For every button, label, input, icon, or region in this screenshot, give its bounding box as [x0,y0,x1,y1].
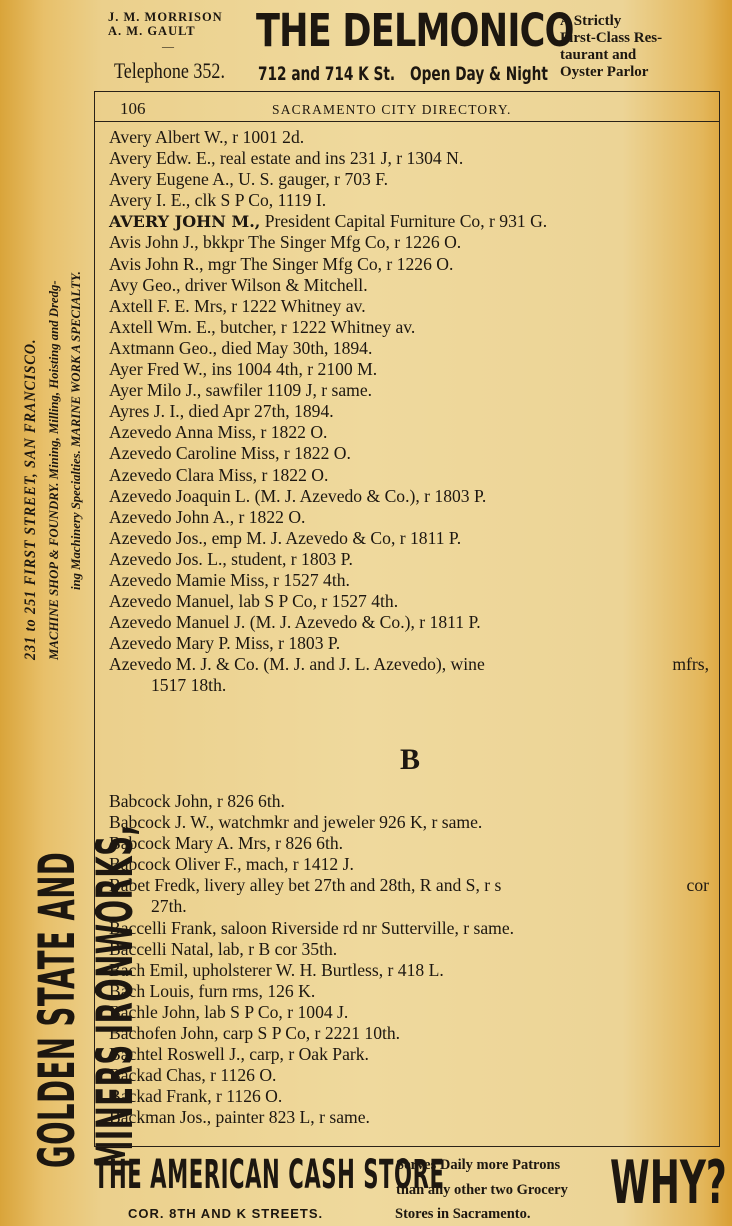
list-item: Ayres J. I., died Apr 27th, 1894. [109,401,334,422]
list-item: Bachtel Roswell J., carp, r Oak Park. [109,1044,369,1065]
running-head: SACRAMENTO CITY DIRECTORY. [272,102,512,117]
list-item: Axtmann Geo., died May 30th, 1894. [109,337,373,358]
list-item: Azevedo Mary P. Miss, r 1803 P. [109,633,341,654]
cash-store-slogan: than any other two Grocery [396,1182,568,1198]
list-item-continuation: 27th. [151,896,187,917]
list-item: Axtell F. E. Mrs, r 1222 Whitney av. [109,295,366,316]
list-item: Axtell Wm. E., butcher, r 1222 Whitney av. [109,316,416,337]
list-item: Backman Jos., painter 823 L, r same. [109,1107,370,1128]
list-item: Azevedo Anna Miss, r 1822 O. [109,422,328,443]
list-item: Azevedo Clara Miss, r 1822 O. [109,464,329,485]
list-item: Azevedo Caroline Miss, r 1822 O. [109,443,351,464]
list-item: Azevedo Jos. L., student, r 1803 P. [109,548,353,569]
list-item: Azevedo Joaquin L. (M. J. Azevedo & Co.), r 1803 P. [109,485,487,506]
list-item [109,654,709,675]
list-item: Avis John J., bkkpr The Singer Mfg Co, r 1226 O. [109,232,462,253]
list-item: Azevedo Jos., emp M. J. Azevedo & Co, r 1811 P. [109,527,462,548]
list-item: Backad Chas, r 1126 O. [109,1065,277,1086]
page-number: 106 [120,99,146,118]
divider-dash: — [162,39,174,53]
entry-text: Azevedo M. J. & Co. (M. J. and J. L. Azevedo), wine [109,654,485,675]
restaurant-name: THE DELMONICO [256,4,574,57]
list-item: Azevedo John A., r 1822 O. [109,506,306,527]
delmonico-advertisement [0,0,732,92]
entry-text: Babet Fredk, livery alley bet 27th and 28th, R and S, r s [109,875,502,896]
list-item: Ayer Fred W., ins 1004 4th, r 2100 M. [109,359,378,380]
list-item: Ayer Milo J., sawfiler 1109 J, r same. [109,380,373,401]
list-item-continuation: 1517 18th. [151,675,227,696]
tagline-line: taurant and [560,47,637,63]
list-item: Azevedo Mamie Miss, r 1527 4th. [109,569,350,590]
tagline-line: Oyster Parlor [560,64,649,80]
list-item: Babcock J. W., watchmkr and jeweler 926 K, r same. [109,812,483,833]
ironworks-specialties-line: ing Machinery Specialties. MARINE WORK A SPECIALTY. [68,271,83,590]
section-letter: B [399,743,420,776]
list-item: Avery Eugene A., U. S. gauger, r 703 F. [109,169,389,190]
cash-store-slogan: Stores in Sacramento. [395,1206,531,1222]
list-item: Avis John R., mgr The Singer Mfg Co, r 1226 O. [109,253,454,274]
tagline-line: A Strictly [560,13,622,29]
cash-store-name: THE AMERICAN CASH STORE [94,1152,445,1198]
list-item: Avy Geo., driver Wilson & Mitchell. [109,274,368,295]
list-item: Azevedo Manuel J. (M. J. Azevedo & Co.), r 1811 P. [109,612,481,633]
list-item: Babcock Mary A. Mrs, r 826 6th. [109,833,344,854]
list-item: Bach Louis, furn rms, 126 K. [109,980,316,1001]
ironworks-address: 231 to 251 FIRST STREET, SAN FRANCISCO. [22,338,39,660]
list-item: Avery Edw. E., real estate and ins 231 J, r 1304 N. [109,148,464,169]
entry-rest: President Capital Furniture Co, r 931 G. [260,211,548,232]
cash-store-slogan: Serves Daily more Patrons [396,1157,561,1173]
proprietor-name: A. M. GAULT [108,24,196,38]
list-item: Baccelli Frank, saloon Riverside rd nr Sutterville, r same. [109,917,515,938]
list-item: Bach Emil, upholsterer W. H. Burtless, r 418 L. [109,959,444,980]
why-question: WHY? [610,1148,727,1218]
list-item: Baccelli Natal, lab, r B cor 35th. [109,938,338,959]
list-item [109,875,709,896]
list-item: Azevedo Manuel, lab S P Co, r 1527 4th. [109,591,399,612]
footer-rule [94,1146,720,1147]
directory-entries-a [109,127,709,697]
restaurant-address: 712 and 714 K St. [258,63,396,85]
list-item: Avery Albert W., r 1001 2d. [109,127,305,147]
list-item: Bachofen John, carp S P Co, r 2221 10th. [109,1023,401,1044]
entry-tail: mfrs, [672,654,709,675]
restaurant-tagline [560,13,662,81]
ironworks-shop-line: MACHINE SHOP & FOUNDRY. Mining, Milling, Hoisting and Dredg- [46,280,61,660]
list-item: Backad Frank, r 1126 O. [109,1086,283,1107]
restaurant-hours: Open Day & Night [410,63,548,85]
header-rule [94,121,720,122]
entry-tail: cor [686,875,709,896]
list-item: Babcock John, r 826 6th. [109,791,285,811]
list-item: Bachle John, lab S P Co, r 1004 J. [109,1001,349,1022]
proprietor-name: J. M. MORRISON [108,10,223,24]
list-item: Avery I. E., clk S P Co, 1119 I. [109,190,327,211]
list-item: Babcock Oliver F., mach, r 1412 J. [109,854,354,875]
tagline-line: First-Class Res- [560,30,663,46]
directory-entries-b [109,791,709,1129]
ironworks-name: GOLDEN STATE AND MINERS IRONWORKS, [28,824,144,1168]
telephone-number: Telephone 352. [114,58,225,83]
entry-name-bold: AVERY JOHN M., [109,212,261,232]
list-item-bold [109,211,709,232]
cash-store-address: COR. 8TH AND K STREETS. [128,1206,324,1221]
